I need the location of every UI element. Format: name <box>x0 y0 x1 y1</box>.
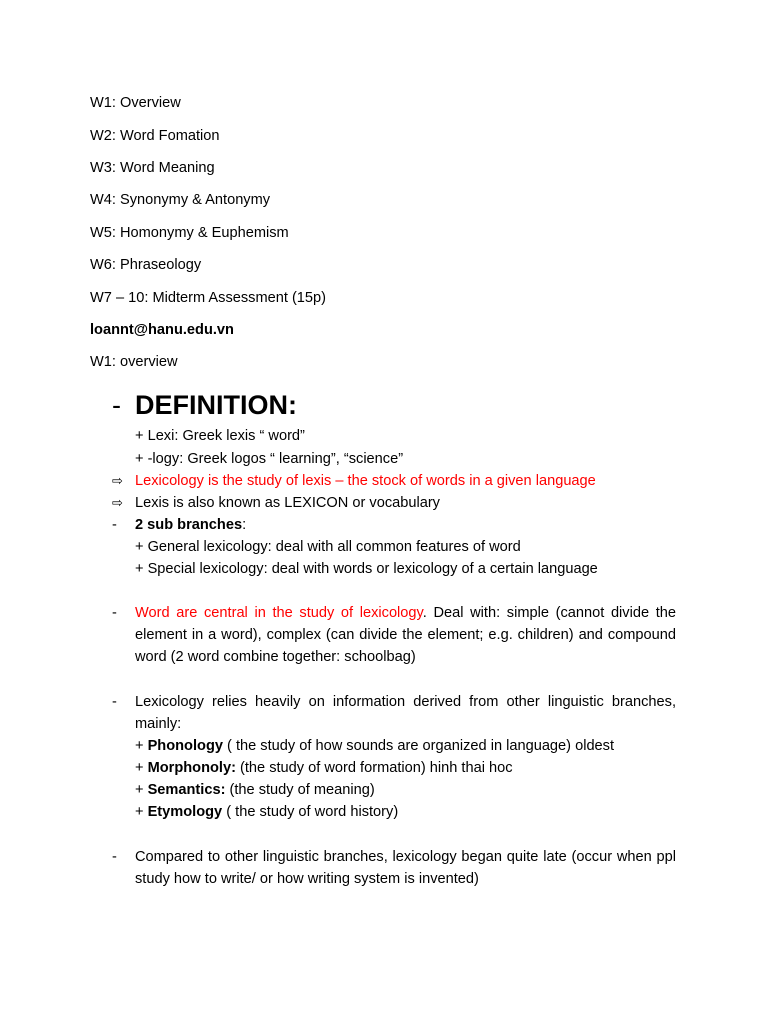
word-central-dash: - <box>112 605 117 621</box>
special-lexicology-line: + Special lexicology: deal with words or lexicology of a certain language <box>135 561 598 577</box>
compared-paragraph: Compared to other linguistic branches, lexicology began quite late (occur when ppl study how to write/ or how writing system is invented) <box>135 849 676 888</box>
sub-branches-label: 2 sub branches: <box>135 517 247 533</box>
outline-item-w3: W3: Word Meaning <box>90 160 215 176</box>
outline-item-w7-10: W7 – 10: Midterm Assessment (15p) <box>90 290 327 306</box>
arrow-bullet-icon: ⇨ <box>112 495 123 510</box>
email-address: loannt@hanu.edu.vn <box>90 322 234 338</box>
word-central-paragraph: Word are central in the study of lexicology. Deal with: simple (cannot divide the element in a word), complex (can divide the element; e.g. children) and compound word (2 word combine together: schoolbag) <box>135 605 677 666</box>
definition-heading: DEFINITION: <box>135 390 297 420</box>
outline-item-w6: W6: Phraseology <box>90 257 202 273</box>
general-lexicology-line: + General lexicology: deal with all common features of word <box>135 539 521 555</box>
logy-line: + -logy: Greek logos “ learning”, “science” <box>135 451 404 467</box>
branch-item-etymology: + Etymology ( the study of word history) <box>135 804 399 820</box>
sub-branches-dash: - <box>112 517 117 533</box>
branch-item-semantics: + Semantics: (the study of meaning) <box>135 782 375 798</box>
definition-dash: - <box>112 390 121 420</box>
lexicon-line: Lexis is also known as LEXICON or vocabulary <box>135 495 440 511</box>
branch-item-morphology: + Morphonoly: (the study of word formation) hinh thai hoc <box>135 760 513 776</box>
branch-item-phonology: + Phonology ( the study of how sounds are organized in language) oldest <box>135 738 615 754</box>
outline-item-w2: W2: Word Fomation <box>90 128 220 144</box>
outline-item-w1: W1: Overview <box>90 95 181 111</box>
outline-item-w4: W4: Synonymy & Antonymy <box>90 192 271 208</box>
arrow-bullet-icon: ⇨ <box>112 473 123 488</box>
section-title: W1: overview <box>90 354 178 370</box>
outline-item-w5: W5: Homonymy & Euphemism <box>90 225 289 241</box>
relies-dash: - <box>112 694 117 710</box>
relies-intro: Lexicology relies heavily on information derived from other linguistic branches, mainly: <box>135 694 676 733</box>
lexicology-definition: Lexicology is the study of lexis – the stock of words in a given language <box>135 473 596 489</box>
compared-dash: - <box>112 849 117 865</box>
lexi-line: + Lexi: Greek lexis “ word” <box>135 428 305 444</box>
